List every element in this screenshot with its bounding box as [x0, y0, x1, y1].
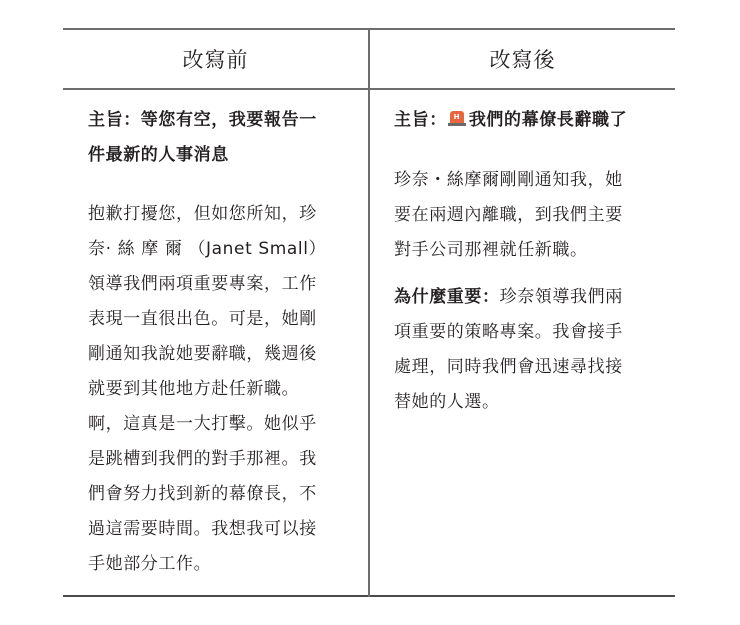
- column-divider: [368, 28, 370, 597]
- siren-mark: H: [453, 113, 461, 121]
- before-body-line: 奈· 絲 摩 爾 （Janet Small）: [88, 239, 327, 259]
- before-body: [88, 173, 353, 582]
- before-subject-line: 主旨：等您有空，我要報告一: [88, 110, 317, 130]
- before-subject: [88, 89, 353, 173]
- before-subject-line: 件最新的人事消息: [88, 145, 229, 165]
- before-body-line: 表現一直很出色。可是，她剛: [88, 309, 317, 329]
- comparison-table: [63, 28, 675, 597]
- before-column: [88, 89, 353, 582]
- why-line: 處理，同時我們會迅速尋找接: [394, 357, 623, 377]
- why-label: 為什麼重要：: [394, 287, 500, 307]
- after-subject-text: 我們的幕僚長辭職了: [468, 110, 628, 130]
- before-body-line: 領導我們兩項重要專案，工作: [88, 274, 317, 294]
- siren-base: [448, 123, 466, 126]
- after-body-line: 要在兩週內離職，到我們主要: [394, 205, 623, 225]
- siren-icon: [448, 111, 466, 126]
- why-first-line: [394, 280, 659, 315]
- why-line: 項重要的策略專案。我會接手: [394, 322, 623, 342]
- after-subject-line: [394, 103, 659, 138]
- after-body: [394, 138, 659, 268]
- after-body-line: 珍奈・絲摩爾剛剛通知我，她: [394, 170, 623, 190]
- after-body-line: 對手公司那裡就任新職。: [394, 240, 588, 260]
- before-body-line: 啊，這真是一大打擊。她似乎: [88, 414, 317, 434]
- before-body-line: 就要到其他地方赴任新職。: [88, 379, 300, 399]
- why-it-matters: [394, 268, 659, 420]
- after-subject-label: 主旨：: [394, 110, 447, 130]
- before-body-line: 過這需要時間。我想我可以接: [88, 519, 317, 539]
- why-first-text: 珍奈領導我們兩: [499, 287, 623, 307]
- before-body-line: 抱歉打擾您，但如您所知，珍: [88, 204, 317, 224]
- before-body-line: 們會努力找到新的幕僚長，不: [88, 484, 317, 504]
- after-column: [394, 89, 659, 420]
- header-after: 改寫後: [489, 48, 556, 72]
- before-body-line: 剛通知我說她要辭職，幾週後: [88, 344, 317, 364]
- before-body-line: 手她部分工作。: [88, 554, 212, 574]
- after-subject: [394, 89, 659, 138]
- why-line: 替她的人選。: [394, 392, 500, 412]
- header-before: 改寫前: [182, 48, 249, 72]
- before-body-line: 是跳槽到我們的對手那裡。我: [88, 449, 317, 469]
